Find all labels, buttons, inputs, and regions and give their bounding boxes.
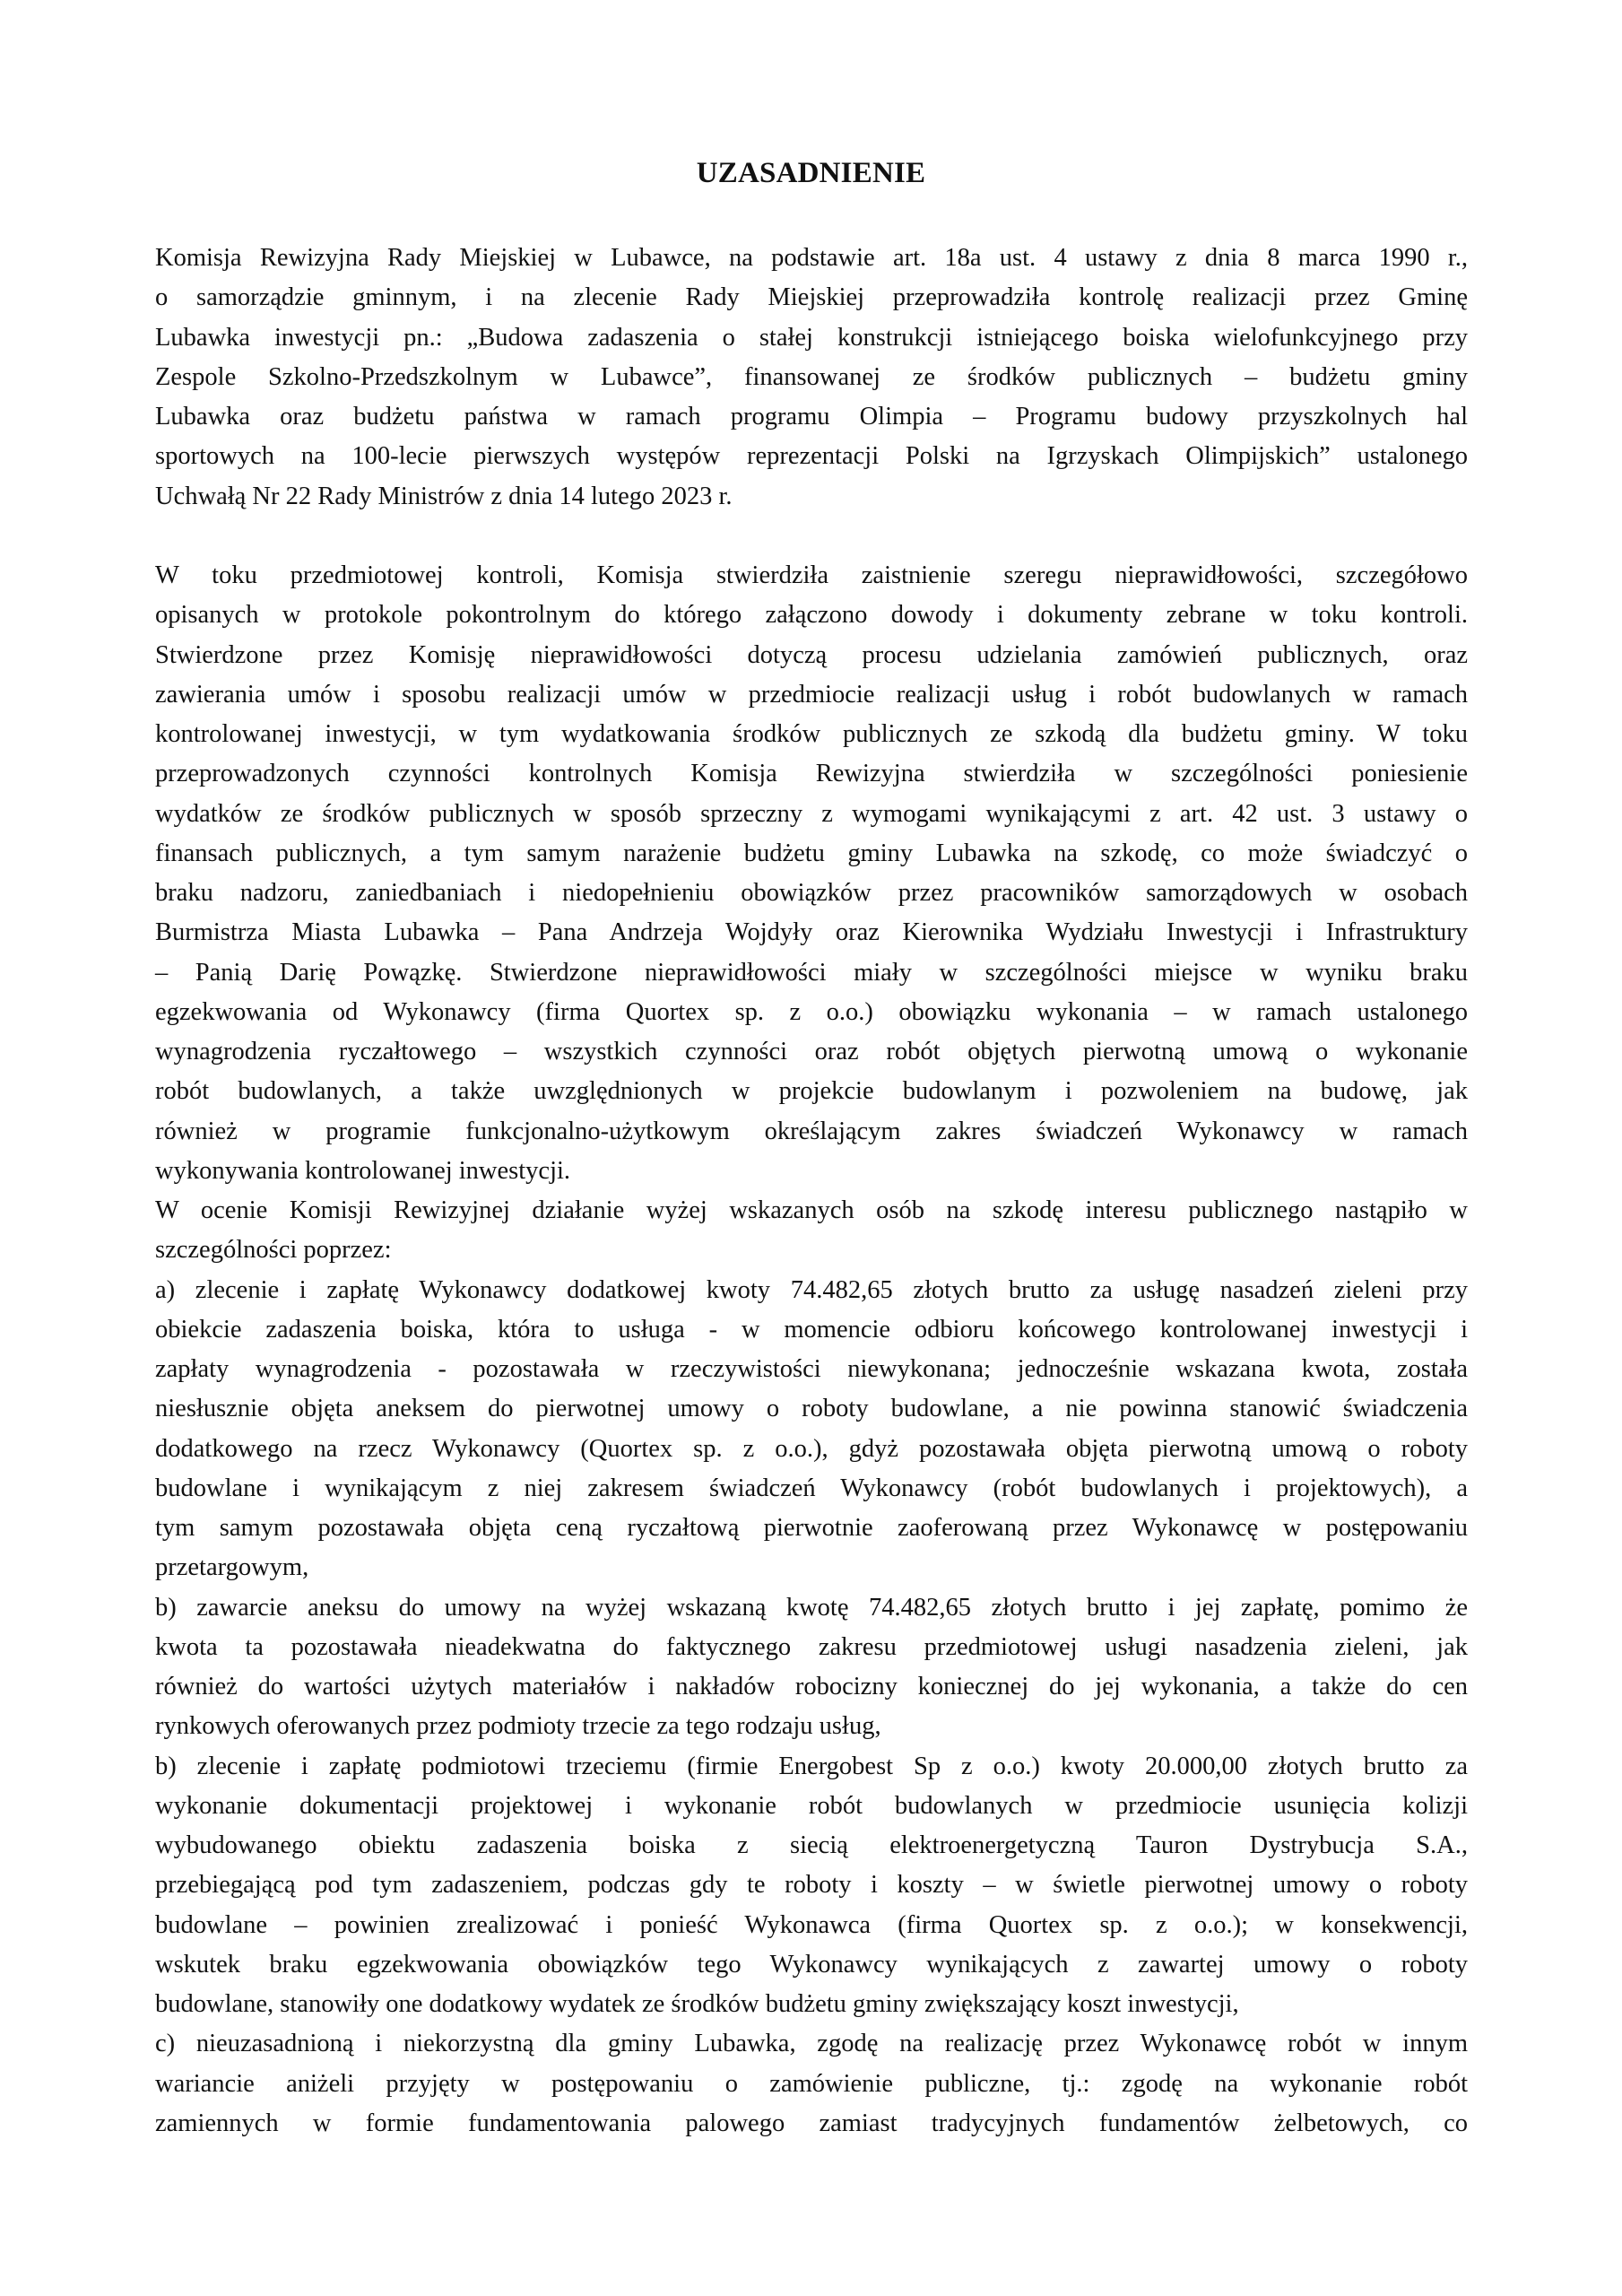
text-line: Zespole Szkolno-Przedszkolnym w Lubawce”, finansowanej ze środków publicznych – budżetu gminy [155, 362, 1468, 391]
text-line: c) nieuzasadnioną i niekorzystną dla gminy Lubawka, zgodę na realizację przez Wykonawcę robót w innym [155, 2030, 1468, 2058]
text-line: przetargowym, [155, 1553, 309, 1582]
text-line: Komisja Rewizyjna Rady Miejskiej w Lubawce, na podstawie art. 18a ust. 4 ustawy z dnia 8 marca 1990 r., [155, 244, 1468, 272]
text-line: W toku przedmiotowej kontroli, Komisja stwierdziła zaistnienie szeregu nieprawidłowości, szczegółowo [155, 561, 1468, 589]
text-line: W ocenie Komisji Rewizyjnej działanie wyżej wskazanych osób na szkodę interesu publicznego nastąpiło w [155, 1196, 1468, 1224]
text-line: również w programie funkcjonalno-użytkowym określającym zakres świadczeń Wykonawcy w ramach [155, 1117, 1468, 1145]
text-line: o samorządzie gminnym, i na zlecenie Rady Miejskiej przeprowadziła kontrolę realizacji przez Gminę [155, 283, 1468, 312]
text-line: Burmistrza Miasta Lubawka – Pana Andrzeja Wojdyły oraz Kierownika Wydziału Inwestycji i Infrastruktury [155, 918, 1468, 947]
text-line: budowlane i wynikającym z niej zakresem świadczeń Wykonawcy (robót budowlanych i projektowych), a [155, 1474, 1468, 1502]
text-line: b) zawarcie aneksu do umowy na wyżej wskazaną kwotę 74.482,65 złotych brutto i jej zapłatę, pomimo że [155, 1593, 1468, 1622]
text-line: szczególności poprzez: [155, 1236, 392, 1265]
text-line: sportowych na 100-lecie pierwszych występów reprezentacji Polski na Igrzyskach Olimpijskich” ustalonego [155, 442, 1468, 471]
text-line: wskutek braku egzekwowania obowiązków tego Wykonawcy wynikających z zawartej umowy o roboty [155, 1950, 1468, 1979]
text-line: kwota ta pozostawała nieadekwatna do faktycznego zakresu przedmiotowej usługi nasadzenia zieleni, jak [155, 1632, 1468, 1661]
text-line: wydatków ze środków publicznych w sposób sprzeczny z wymogami wynikającymi z art. 42 ust. 3 ustawy o [155, 799, 1468, 828]
text-line: przebiegającą pod tym zadaszeniem, podczas gdy te roboty i koszty – w świetle pierwotnej umowy o roboty [155, 1871, 1468, 1900]
text-line: braku nadzoru, zaniedbaniach i niedopełnieniu obowiązków przez pracowników samorządowych w osobach [155, 879, 1468, 907]
text-line: Stwierdzone przez Komisję nieprawidłowości dotyczą procesu udzielania zamówień publicznych, oraz [155, 640, 1468, 669]
text-line: zapłaty wynagrodzenia - pozostawała w rzeczywistości niewykonana; jednocześnie wskazana kwota, została [155, 1355, 1468, 1383]
text-line: opisanych w protokole pokontrolnym do którego załączono dowody i dokumenty zebrane w toku kontroli. [155, 601, 1468, 630]
text-line: tym samym pozostawała objęta ceną ryczałtową pierwotnie zaoferowaną przez Wykonawcę w postępowaniu [155, 1514, 1468, 1542]
text-line: rynkowych oferowanych przez podmioty trzecie za tego rodzaju usług, [155, 1712, 881, 1741]
text-line: kontrolowanej inwestycji, w tym wydatkowania środków publicznych ze szkodą dla budżetu gminy. W toku [155, 720, 1468, 748]
text-line: obiekcie zadaszenia boiska, która to usługa - w momencie odbioru końcowego kontrolowanej inwestycji i [155, 1315, 1468, 1344]
list-item-b-annex [155, 1588, 1468, 1747]
list-item-b-third-party [155, 1747, 1468, 2025]
text-line: budowlane – powinien zrealizować i ponieść Wykonawca (firma Quortex sp. z o.o.); w konsekwencji, [155, 1910, 1468, 1939]
text-line: wykonanie dokumentacji projektowej i wykonanie robót budowlanych w przedmiocie usunięcia kolizji [155, 1791, 1468, 1820]
text-line: robót budowlanych, a także uwzględnionych w projekcie budowlanym i pozwoleniem na budowę, jak [155, 1077, 1468, 1106]
text-line: dodatkowego na rzecz Wykonawcy (Quortex sp. z o.o.), gdyż pozostawała objęta pierwotną umową o roboty [155, 1434, 1468, 1463]
text-line: Uchwałą Nr 22 Rady Ministrów z dnia 14 lutego 2023 r. [155, 482, 733, 510]
document-body [155, 239, 1468, 2144]
text-line: finansach publicznych, a tym samym narażenie budżetu gminy Lubawka na szkodę, co może świadczyć o [155, 839, 1468, 867]
text-line: Lubawka oraz budżetu państwa w ramach programu Olimpia – Programu budowy przyszkolnych hal [155, 403, 1468, 430]
text-line: wykonywania kontrolowanej inwestycji. [155, 1156, 571, 1185]
paragraph-findings [155, 556, 1468, 1191]
text-line: niesłusznie objęta aneksem do pierwotnej umowy o roboty budowlane, a nie powinna stanowić świadczenia [155, 1395, 1468, 1423]
list-item-a [155, 1271, 1468, 1588]
text-line: przeprowadzonych czynności kontrolnych Komisja Rewizyjna stwierdziła w szczególności poniesienie [155, 760, 1468, 788]
text-line: a) zlecenie i zapłatę Wykonawcy dodatkowej kwoty 74.482,65 złotych brutto za usługę nasadzeń zieleni przy [155, 1275, 1468, 1304]
text-line: budowlane, stanowiły one dodatkowy wydatek ze środków budżetu gminy zwiększający koszt inwestycji, [155, 1990, 1239, 2018]
text-line: – Panią Darię Powązkę. Stwierdzone nieprawidłowości miały w szczególności miejsce w wyniku braku [155, 958, 1468, 987]
text-line: zamiennych w formie fundamentowania palowego zamiast tradycyjnych fundamentów żelbetowych, co [155, 2109, 1468, 2137]
text-line: b) zlecenie i zapłatę podmiotowi trzeciemu (firmie Energobest Sp z o.o.) kwoty 20.000,00 złotych brutto za [155, 1752, 1468, 1780]
text-line: Lubawka inwestycji pn.: „Budowa zadaszenia o stałej konstrukcji istniejącego boiska wielofunkcyjnego przy [155, 323, 1468, 352]
text-line: zawierania umów i sposobu realizacji umów w przedmiocie realizacji usług i robót budowlanych w ramach [155, 680, 1468, 709]
text-line: również do wartości użytych materiałów i nakładów robocizny koniecznej do jej wykonania, a także do cen [155, 1673, 1468, 1700]
document-title: UZASADNIENIE [696, 157, 926, 189]
text-line: wariancie aniżeli przyjęty w postępowaniu o zamówienie publiczne, tj.: zgodę na wykonanie robót [155, 2069, 1468, 2098]
text-line: wynagrodzenia ryczałtowego – wszystkich czynności oraz robót objętych pierwotną umową o wykonanie [155, 1038, 1468, 1065]
paragraph-intro [155, 239, 1468, 517]
text-line: wybudowanego obiektu zadaszenia boiska z siecią elektroenergetyczną Tauron Dystrybucja S.A., [155, 1831, 1468, 1859]
paragraph-assessment [155, 1191, 1468, 1271]
text-line: egzekwowania od Wykonawcy (firma Quortex sp. z o.o.) obowiązku wykonania – w ramach ustalonego [155, 997, 1468, 1026]
list-item-c [155, 2024, 1468, 2144]
